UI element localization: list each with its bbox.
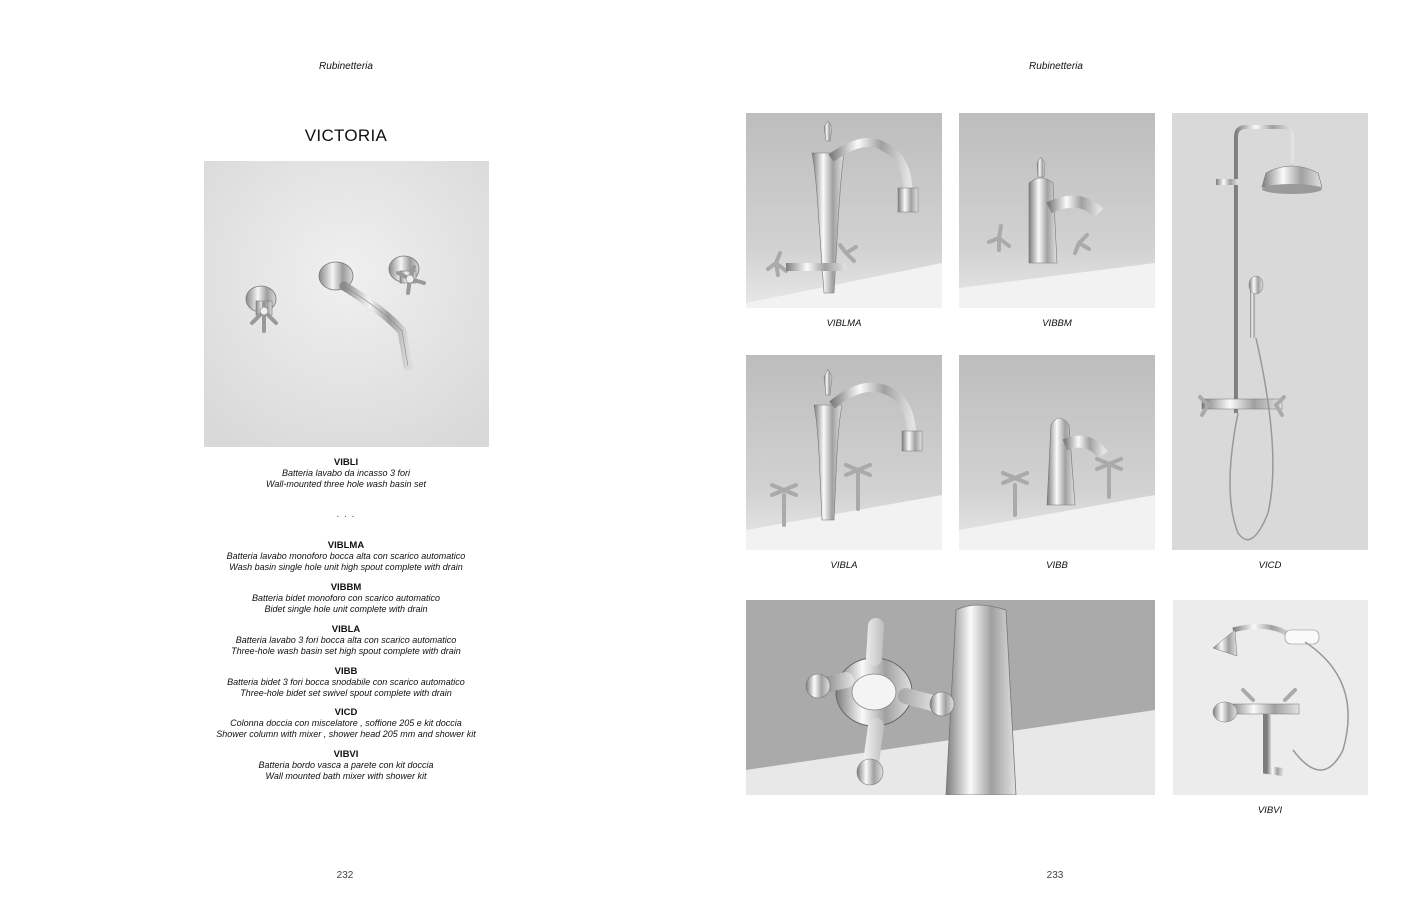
product-code: VIBBM: [330, 582, 362, 593]
product-desc-it: Batteria bidet monoforo con scarico automatico: [251, 593, 441, 603]
product-list-item: [146, 540, 546, 572]
left-page-number: 232: [336, 870, 354, 881]
product-desc-en: Shower column with mixer , shower head 205 mm and shower kit: [216, 728, 476, 739]
product-desc-en: Wash basin single hole unit high spout complete with drain: [229, 561, 463, 572]
product-desc-en: Three-hole bidet set swivel spout complete with drain: [240, 687, 452, 698]
product-code: VIBVI: [333, 749, 359, 760]
vibb-faucet-illustration: [959, 355, 1155, 550]
closeup-photo: [746, 600, 1155, 795]
product-list-item: [146, 582, 546, 614]
cold-handle-closeup-illustration: [746, 600, 1155, 795]
vibbm-faucet-illustration: [959, 113, 1155, 308]
vibvi-photo: [1173, 600, 1368, 795]
vibli-faucet-illustration: [204, 161, 489, 447]
viblma-label: VIBLMA: [826, 318, 862, 329]
right-page-number: 233: [1046, 870, 1064, 881]
product-desc-it: Batteria lavabo 3 fori bocca alta con scarico automatico: [235, 635, 457, 645]
product-code: VIBB: [334, 666, 358, 677]
vibvi-label: VIBVI: [1257, 805, 1283, 816]
vibli-desc-en: Wall-mounted three hole wash basin set: [266, 478, 426, 489]
product-desc-it: Batteria lavabo monoforo bocca alta con scarico automatico: [226, 551, 466, 561]
product-code: VIBLMA: [327, 540, 365, 551]
product-desc-en: Bidet single hole unit complete with drain: [264, 603, 428, 614]
product-list-item: [146, 749, 546, 781]
product-desc-it: Colonna doccia con miscelatore , soffione 205 e kit doccia: [230, 718, 462, 728]
separator-dots: . . .: [336, 509, 356, 520]
vibli-code: VIBLI: [333, 457, 359, 468]
vibli-caption: [146, 457, 546, 489]
vibbm-label: VIBBM: [1042, 318, 1072, 329]
page-title: VICTORIA: [304, 126, 388, 145]
product-desc-it: Batteria bordo vasca a parete con kit doccia: [258, 760, 434, 770]
product-desc-en: Wall mounted bath mixer with shower kit: [265, 770, 427, 781]
viblma-photo: [746, 113, 942, 308]
product-list-item: [146, 624, 546, 656]
vibb-label: VIBB: [1046, 560, 1068, 571]
vibla-photo: [746, 355, 942, 550]
product-list-item: [146, 666, 546, 698]
vibbm-photo: [959, 113, 1155, 308]
vibli-desc-it: Batteria lavabo da incasso 3 fori: [281, 468, 411, 478]
vibli-photo: [204, 161, 489, 447]
product-desc-it: Batteria bidet 3 fori bocca snodabile con scarico automatico: [227, 677, 465, 687]
vibvi-bath-mixer-illustration: [1173, 600, 1368, 795]
product-desc-en: Three-hole wash basin set high spout complete with drain: [231, 645, 461, 656]
product-code: VICD: [334, 707, 358, 718]
product-list-item: [146, 707, 546, 739]
left-page-header: Rubinetteria: [319, 61, 373, 72]
vicd-label: VICD: [1258, 560, 1282, 571]
viblma-faucet-illustration: [746, 113, 942, 308]
vibla-label: VIBLA: [830, 560, 858, 571]
right-page-header: Rubinetteria: [1029, 61, 1083, 72]
vicd-shower-illustration: [1172, 113, 1368, 550]
product-code: VIBLA: [331, 624, 361, 635]
vicd-photo: [1172, 113, 1368, 550]
vibla-faucet-illustration: [746, 355, 942, 550]
vibb-photo: [959, 355, 1155, 550]
